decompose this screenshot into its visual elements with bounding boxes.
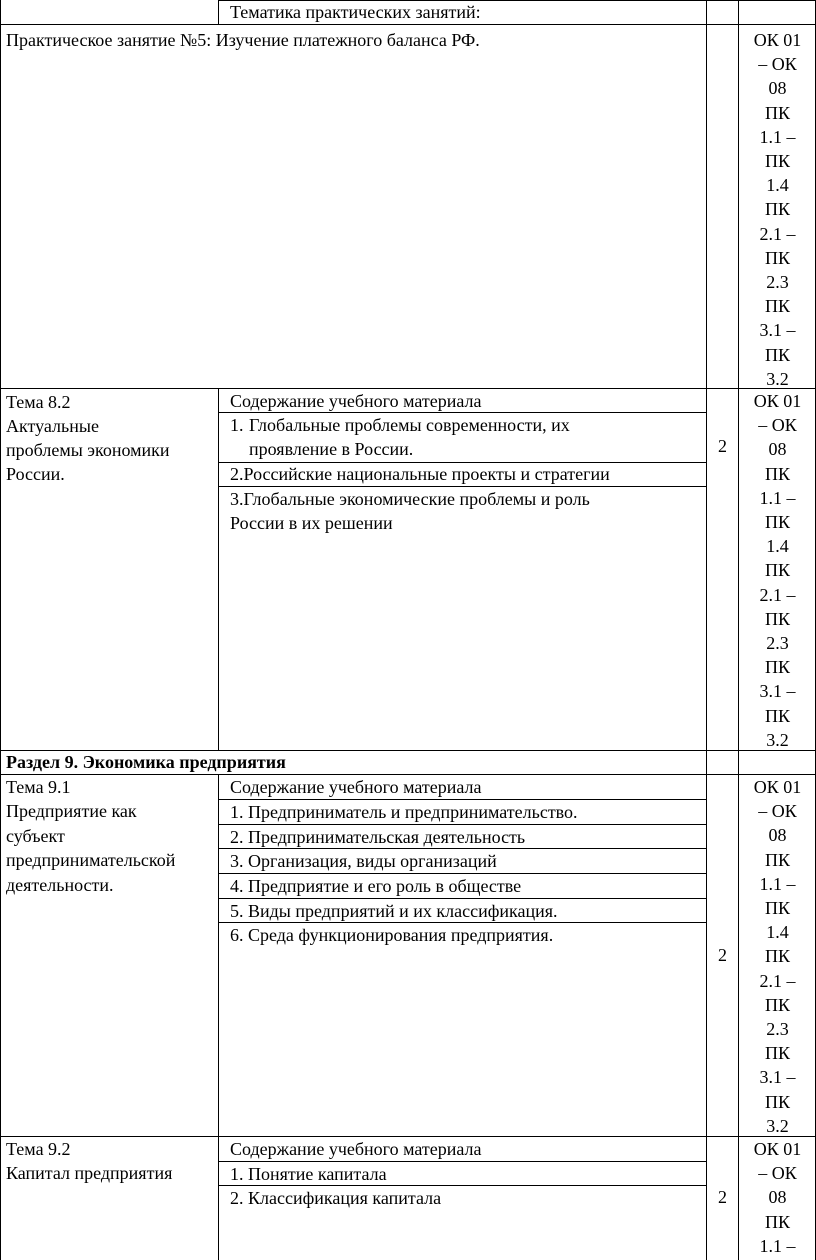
competency-line: ПК <box>764 849 790 870</box>
topic-9-2-title-2: Капитал предприятия <box>6 1163 173 1183</box>
topic-9-1-item-6: 6. Среда функционирования предприятия. <box>230 925 554 945</box>
topic-9-1-content-header: Содержание учебного материала <box>230 777 482 797</box>
competency-line: ПК <box>764 1091 790 1112</box>
competency-line: ОК 01 <box>753 1139 802 1159</box>
competency-line: 08 <box>768 78 787 99</box>
competency-line: ПК <box>764 608 790 629</box>
competencies-block-1 <box>739 28 816 391</box>
topic-8-2-item-1-line-1: Глобальные проблемы современности, их <box>249 415 570 435</box>
topic-9-1-item-3: 3. Организация, виды организаций <box>230 851 497 871</box>
competency-line: ПК <box>764 560 790 581</box>
topic-9-1-item-5: 5. Виды предприятий и их классификация. <box>230 901 558 921</box>
topic-9-1-title-3: субъект <box>6 826 65 846</box>
topic-8-2-hours: 2 <box>718 436 727 456</box>
competency-line: ПК <box>764 1211 790 1232</box>
topic-8-2-item-3-line-2: России в их решении <box>230 513 393 533</box>
competency-line: – ОК <box>758 415 797 436</box>
competency-line: 3.1 – <box>759 1067 796 1088</box>
competency-line: ОК 01 <box>753 30 802 50</box>
competency-line: ПК <box>764 1043 790 1064</box>
topic-9-2-hours: 2 <box>718 1187 727 1207</box>
competency-line: ПК <box>764 344 790 365</box>
competency-line: ПК <box>764 946 790 967</box>
competency-line: 2.3 <box>766 272 789 293</box>
competency-line: 2.3 <box>766 633 789 654</box>
competency-line: ПК <box>764 512 790 533</box>
topic-8-2-item-1-line-2: проявление в России. <box>249 439 414 459</box>
competencies-block-3 <box>739 775 816 1138</box>
section-9-heading: Раздел 9. Экономика предприятия <box>6 752 286 772</box>
topic-8-2-title-2: Актуальные <box>6 416 99 436</box>
competency-line: 3.1 – <box>759 681 796 702</box>
competency-line: 3.2 <box>766 1115 789 1136</box>
border-left <box>0 0 1 1260</box>
topic-9-1-title-2: Предприятие как <box>6 801 137 821</box>
competency-line: 1.1 – <box>759 487 796 508</box>
topic-8-2-content-header: Содержание учебного материала <box>230 391 482 411</box>
topic-9-2-title-1: Тема 9.2 <box>6 1139 71 1159</box>
competency-line: 1.4 <box>766 175 789 196</box>
competency-line: ОК 01 <box>753 777 802 797</box>
competency-line: 3.1 – <box>759 320 796 341</box>
competency-line: 08 <box>768 1187 787 1208</box>
col-line-2 <box>706 0 707 1260</box>
competency-line: 2.1 – <box>759 584 796 605</box>
competency-line: ПК <box>764 199 790 220</box>
competency-line: 2.1 – <box>759 970 796 991</box>
competency-line: ПК <box>764 898 790 919</box>
topic-8-2-title-3: проблемы экономики <box>6 440 170 460</box>
competency-line: ОК 01 <box>753 391 802 411</box>
competency-line: ПК <box>764 705 790 726</box>
competency-line: 1.1 – <box>759 1235 796 1256</box>
competency-line: 08 <box>768 439 787 460</box>
topic-9-1-title-1: Тема 9.1 <box>6 777 71 797</box>
row-line-practical <box>0 24 816 25</box>
col-line-1-bottom <box>218 774 219 1260</box>
topic-9-2-item-1: 1. Понятие капитала <box>230 1164 387 1184</box>
topic-9-1-title-5: деятельности. <box>6 875 114 895</box>
competency-line: 2.3 <box>766 1019 789 1040</box>
competency-line: ПК <box>764 994 790 1015</box>
competency-line: ПК <box>764 151 790 172</box>
competency-line: 3.2 <box>766 368 789 389</box>
competencies-block-2 <box>739 389 816 752</box>
competency-line: – ОК <box>758 1163 797 1184</box>
competency-line: – ОК <box>758 801 797 822</box>
competency-line: 1.1 – <box>759 126 796 147</box>
competency-line: 1.4 <box>766 536 789 557</box>
competency-line: ПК <box>764 463 790 484</box>
competency-line: ПК <box>764 296 790 317</box>
topic-9-2-item-2: 2. Классификация капитала <box>230 1188 442 1208</box>
competency-line: ПК <box>764 102 790 123</box>
competencies-block-4 <box>739 1137 816 1258</box>
competency-line: 1.1 – <box>759 873 796 894</box>
topic-9-1-item-4: 4. Предприятие и его роль в обществе <box>230 876 522 896</box>
competency-line: 1.4 <box>766 922 789 943</box>
practical-5: Практическое занятие №5: Изучение платежного баланса РФ. <box>6 30 480 50</box>
topic-9-1-item-1: 1. Предприниматель и предпринимательство. <box>230 802 578 822</box>
competency-line: ПК <box>764 247 790 268</box>
topic-8-2-item-2: 2.Российские национальные проекты и стратегии <box>230 464 610 484</box>
competency-line: 08 <box>768 825 787 846</box>
topic-8-2-item-3-line-1: 3.Глобальные экономические проблемы и роль <box>230 489 590 509</box>
competency-line: 3.2 <box>766 729 789 750</box>
competency-line: – ОК <box>758 54 797 75</box>
competency-line: ПК <box>764 657 790 678</box>
col-line-1-mid <box>218 388 219 750</box>
topic-9-1-item-2: 2. Предпринимательская деятельность <box>230 827 526 847</box>
topic-8-2-title-4: России. <box>6 464 65 484</box>
topic-9-1-title-4: предпринимательской <box>6 850 176 870</box>
col-line-1-top <box>218 0 219 24</box>
topic-9-1-hours: 2 <box>718 945 727 965</box>
practical-header: Тематика практических занятий: <box>230 2 481 22</box>
topic-9-2-content-header: Содержание учебного материала <box>230 1139 482 1159</box>
topic-8-2-title-1: Тема 8.2 <box>6 392 71 412</box>
topic-8-2-item-1-num: 1. <box>230 415 244 435</box>
competency-line: 2.1 – <box>759 223 796 244</box>
